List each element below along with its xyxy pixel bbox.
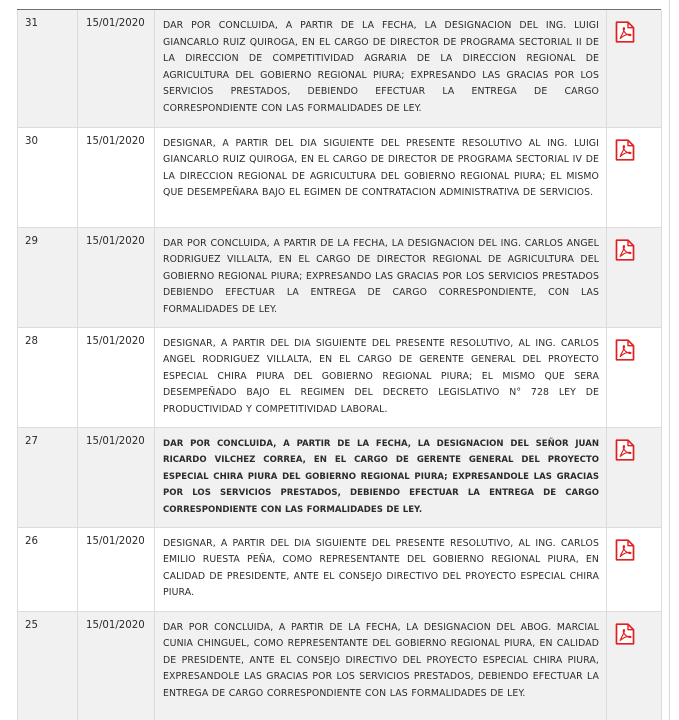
resolution-description: DESIGNAR, A PARTIR DEL DIA SIGUIENTE DEL PRESENTE RESOLUTIVO, AL ING. CARLOS ANGEL RODRIGUEZ VILLALTA, EN EL CARGO DE GERENTE GENERAL DEL PROYECTO ESPECIAL CHIRA PIURA DEL GOBIERNO REGIONAL PIURA; EL MISMO QUE SERA DESEMPEÑADO BAJO EL REGIMEN DEL DECRETO LEGISLATIVO N° 728 LEY DE PRODUCTIVIDAD Y COMPETITIVIDAD LABORAL. [163,337,599,415]
resolution-description-cell [155,611,607,720]
pdf-download-cell [607,10,662,127]
pdf-download-cell [607,127,662,227]
resolution-description-cell [155,527,607,611]
pdf-icon[interactable] [615,539,635,561]
pdf-download-cell [607,527,662,611]
resolution-description-cell [155,227,607,327]
resolution-number: 26 [18,527,78,611]
resolution-description-cell [155,127,607,227]
table-row [18,127,662,227]
pdf-icon[interactable] [615,21,635,43]
pdf-download-cell [607,327,662,427]
table-row [18,327,662,427]
resolution-date: 15/01/2020 [78,527,155,611]
pdf-icon[interactable] [615,439,635,461]
resolution-date: 15/01/2020 [78,227,155,327]
resolution-number: 27 [18,427,78,527]
resolution-description: DESIGNAR, A PARTIR DEL DIA SIGUIENTE DEL PRESENTE RESOLUTIVO, AL ING. CARLOS EMILIO RUESTA PEÑA, COMO REPRESENTANTE DEL GOBIERNO REGIONAL PIURA, EN CALIDAD DE PRESIDENTE, ANTE EL CONSEJO DIRECTIVO DEL PROYECTO ESPECIAL CHIRA PIURA. [163,537,599,599]
resolution-number: 31 [18,10,78,127]
table-row [18,227,662,327]
table-row [18,527,662,611]
resolution-number: 25 [18,611,78,720]
resolution-description: DESIGNAR, A PARTIR DEL DIA SIGUIENTE DEL PRESENTE RESOLUTIVO AL ING. LUIGI GIANCARLO RUIZ QUIROGA, EN EL CARGO DE DIRECTOR DE PROGRAMA SECTORIAL IV DE LA DIRECCION REGIONAL DE AGRICULTURA DEL GOBIERNO REGIONAL PIURA; EL MISMO QUE DESEMPEÑARA BAJO EL EGIMEN DE CONTRATACION ADMINISTRATIVA DE SERVICIOS. [163,137,599,199]
scroll-edge [669,0,670,720]
resolution-description: DAR POR CONCLUIDA, A PARTIR DE LA FECHA, LA DESIGNACION DEL ING. LUIGI GIANCARLO RUIZ QUIROGA, EN EL CARGO DE DIRECTOR DE PROGRAMA SECTORIAL II DE LA DIRECCION DE COMPETITIVIDAD AGRARIA DE LA DIRECCION REGIONAL DE AGRICULTURA DEL GOBIERNO REGIONAL PIURA; EXPRESANDO LAS GRACIAS POR LOS SERVICIOS PRESTADOS, DEBIENDO EFECTUAR LA ENTREGA DE CARGO CORRESPONDIENTE CON LAS FORMALIDADES DE LEY. [163,20,599,114]
pdf-download-cell [607,227,662,327]
table-row [18,427,662,527]
resolution-description-cell [155,427,607,527]
resolution-description: DAR POR CONCLUIDA, A PARTIR DE LA FECHA, LA DESIGNACION DEL SEÑOR JUAN RICARDO VILCHEZ CORREA, EN EL CARGO DE GERENTE GENERAL DEL PROYECTO ESPECIAL CHIRA PIURA DEL GOBIERNO REGIONAL PIURA; EXPRESANDOLE LAS GRACIAS POR LOS SERVICIOS PRESTADOS, DEBIENDO EFECTUAR LA ENTREGA DE CARGO CORRESPONDIENTE CON LAS FORMALIDADES DE LEY. [163,438,599,515]
resolution-description-cell [155,327,607,427]
resolution-number: 29 [18,227,78,327]
pdf-download-cell [607,611,662,720]
resolution-number: 28 [18,327,78,427]
resolution-description: DAR POR CONCLUIDA, A PARTIR DE LA FECHA, LA DESIGNACION DEL ABOG. MARCIAL CUNIA CHINGUEL, COMO REPRESENTANTE DEL GOBIERNO REGIONAL PIURA, EN CALIDAD DE PRESIDENTE, ANTE EL CONSEJO DIRECTIVO DEL PROYECTO ESPECIAL CHIRA PIURA, EXPRESANDOLE LAS GRACIAS POR LOS SERVICIOS PRESTADOS, DEBIENDO EFECTUAR LA ENTREGA DE CARGO CORRESPONDIENTE CON LAS FORMALIDADES DE LEY. [163,621,599,699]
table-row [18,10,662,127]
resolution-date: 15/01/2020 [78,327,155,427]
pdf-download-cell [607,427,662,527]
pdf-icon[interactable] [615,139,635,161]
resolution-description-cell [155,10,607,127]
resolution-date: 15/01/2020 [78,427,155,527]
pdf-icon[interactable] [615,239,635,261]
pdf-icon[interactable] [615,623,635,645]
resolutions-table [17,10,662,720]
resolution-date: 15/01/2020 [78,611,155,720]
pdf-icon[interactable] [615,339,635,361]
resolution-date: 15/01/2020 [78,10,155,127]
resolution-number: 30 [18,127,78,227]
table-row [18,611,662,720]
resolution-date: 15/01/2020 [78,127,155,227]
resolution-description: DAR POR CONCLUIDA, A PARTIR DE LA FECHA, LA DESIGNACION DEL ING. CARLOS ANGEL RODRIGUEZ VILLALTA, EN EL CARGO DE DIRECTOR REGIONAL DE AGRICULTURA DEL GOBIERNO REGIONAL PIURA; EXPRESANDO LAS GRACIAS POR LOS SERVICIOS PRESTADOS DEBIENDO EFECTUAR LA ENTREGA DE CARGO CORRESPONDIENTE, CON LAS FORMALIDADES DE LEY. [163,237,599,315]
